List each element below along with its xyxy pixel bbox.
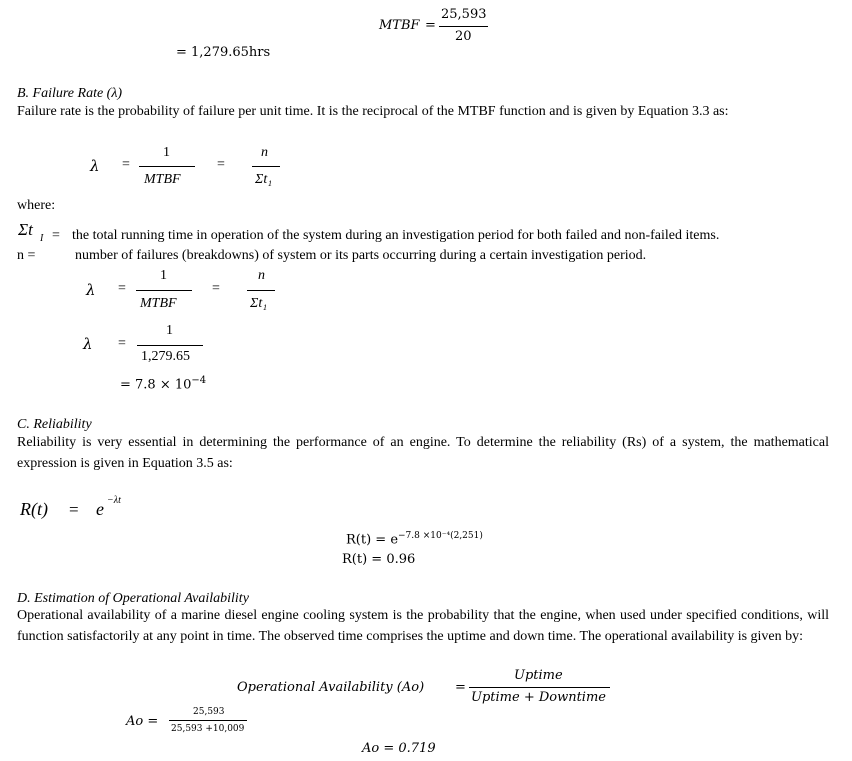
numerator: 1 xyxy=(163,145,170,160)
n-symbol: n = xyxy=(17,248,36,263)
reliability-base: e xyxy=(96,499,104,519)
section-b-paragraph: Failure rate is the probability of failure per unit time. It is the reciprocal of the MTBF function and is given by Equation 3.3 as: xyxy=(17,104,729,119)
fraction-bar xyxy=(137,345,203,346)
section-d-heading: D. Estimation of Operational Availability xyxy=(17,591,249,606)
section-c-heading: C. Reliability xyxy=(17,417,92,432)
lambda-result-value: = 7.8 × 10 xyxy=(120,377,192,393)
reliability-exponent: −λt xyxy=(107,495,121,506)
fraction-bar xyxy=(136,290,192,291)
eq-sign: = xyxy=(212,281,220,296)
fraction-bar xyxy=(469,687,610,688)
reliability-calc-lhs: R(t) = e xyxy=(346,532,399,548)
definition-text: the total running time in operation of the system during an investigation period for both failed and non-failed items. xyxy=(72,228,720,243)
ao-calc-lhs: Ao = xyxy=(126,714,159,729)
section-b-heading: B. Failure Rate (λ) xyxy=(17,86,123,101)
availability-lhs: Operational Availability (Ao) xyxy=(237,680,425,695)
eq-sign: = xyxy=(455,680,466,695)
denominator: MTBF xyxy=(140,296,177,311)
section-c-paragraph: Reliability is very essential in determining the performance of an engine. To determine the reliability (Rs) of a system, the mathematical expression is given in Equation 3.5 as: xyxy=(17,435,829,471)
mtbf-fraction-bar xyxy=(439,26,488,27)
denominator: MTBF xyxy=(144,172,181,187)
section-d-paragraph: Operational availability of a marine diesel engine cooling system is the probability that the engine, when used under specified conditions, will function satisfactorily at any point in time. The observed time comprises the uptime and down time. The operational availability is given by: xyxy=(17,608,829,644)
denominator: Σt₁ xyxy=(250,296,268,311)
lambda-result-exponent: −4 xyxy=(191,375,207,386)
denominator: 1,279.65 xyxy=(141,349,190,364)
lambda-symbol: λ xyxy=(86,281,96,299)
numerator: 1 xyxy=(160,268,167,283)
ao-calc-numerator: 25,593 xyxy=(193,707,225,717)
definition-text: number of failures (breakdowns) of system or its parts occurring during a certain investigation period. xyxy=(75,248,647,263)
reliability-result: R(t) = 0.96 xyxy=(342,552,416,567)
fraction-bar xyxy=(247,290,275,291)
fraction-bar xyxy=(139,166,195,167)
mtbf-lhs: MTBF xyxy=(379,18,420,33)
eq-sign: = xyxy=(118,281,126,296)
numerator: n xyxy=(261,145,268,160)
eq-sign: = xyxy=(52,228,60,243)
lambda-symbol: λ xyxy=(90,157,100,175)
sum-t-symbol: Σt xyxy=(18,220,33,239)
ao-calc-denominator: 25,593 +10,009 xyxy=(171,724,245,734)
denominator: Σt₁ xyxy=(255,172,273,187)
availability-denominator: Uptime + Downtime xyxy=(471,690,606,705)
fraction-bar xyxy=(169,720,247,721)
mtbf-denominator: 20 xyxy=(455,29,472,44)
reliability-calc-exponent: −7.8 ×10⁻⁴(2,251) xyxy=(398,531,483,541)
numerator: n xyxy=(258,268,265,283)
where-label: where: xyxy=(17,198,56,213)
availability-numerator: Uptime xyxy=(514,668,563,683)
eq-sign: = xyxy=(122,157,130,172)
sum-t-subscript: I xyxy=(40,233,44,244)
numerator: 1 xyxy=(166,323,173,338)
mtbf-numerator: 25,593 xyxy=(441,7,487,22)
lambda-symbol: λ xyxy=(83,335,93,353)
fraction-bar xyxy=(252,166,280,167)
ao-result: Ao = 0.719 xyxy=(362,741,436,756)
eq-sign: = xyxy=(217,157,225,172)
reliability-lhs: R(t) xyxy=(20,499,48,519)
mtbf-eq-sign: = xyxy=(425,18,436,33)
reliability-calc xyxy=(346,531,483,547)
eq-sign: = xyxy=(118,336,126,351)
mtbf-result: = 1,279.65hrs xyxy=(176,45,271,60)
lambda-result xyxy=(120,375,206,392)
eq-sign: = xyxy=(69,500,79,519)
